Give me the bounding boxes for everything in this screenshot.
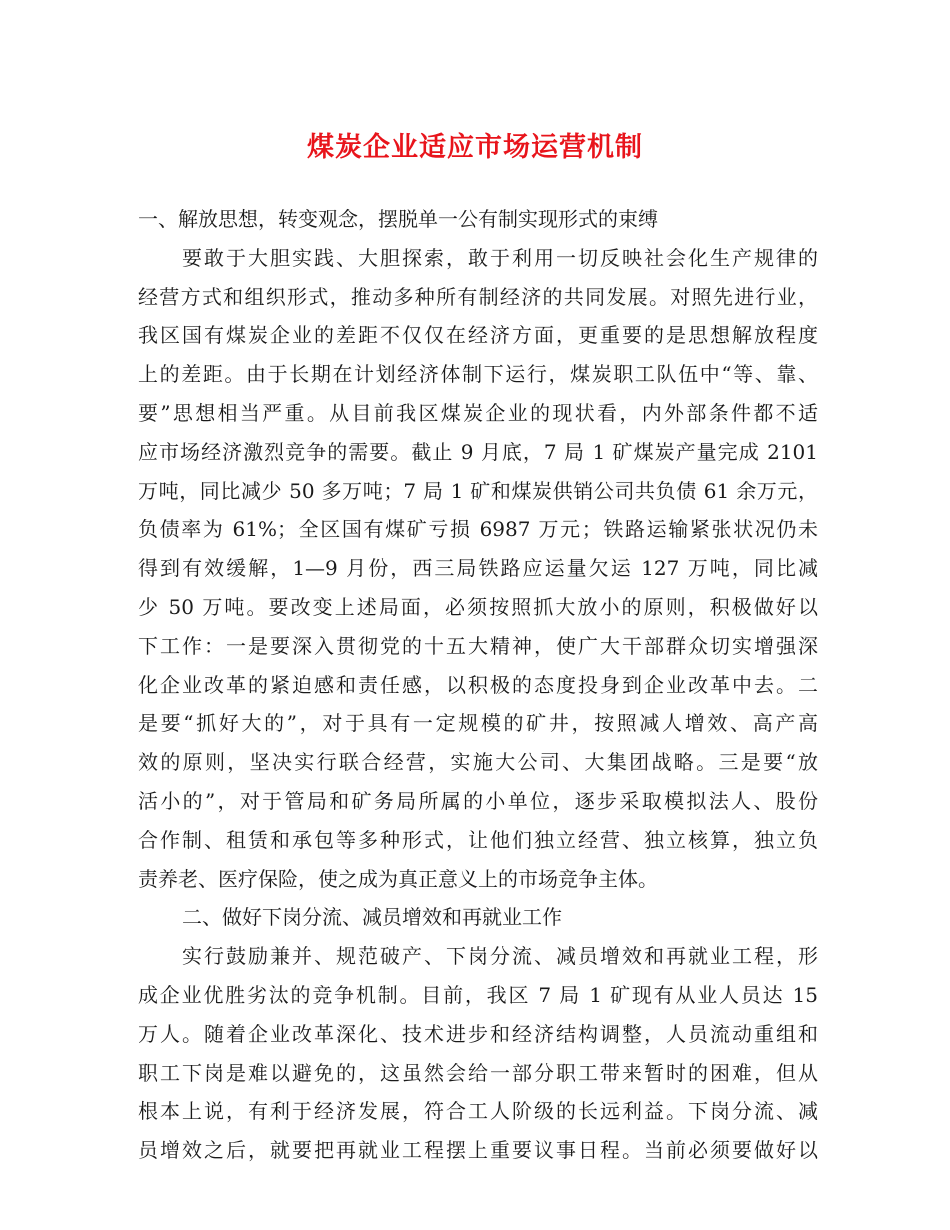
paragraph-line: 我区国有煤炭企业的差距不仅仅在经济方面，更重要的是思想解放程度 — [138, 323, 818, 348]
paragraph-line: 员增效之后，就要把再就业工程摆上重要议事日程。当前必须要做好以 — [138, 1138, 818, 1163]
paragraph-line: 得到有效缓解，1—9 月份，西三局铁路应运量欠运 127 万吨，同比减 — [138, 556, 818, 581]
section-heading-2: 二、做好下岗分流、减员增效和再就业工作 — [182, 905, 562, 930]
paragraph-line: 成企业优胜劣汰的竞争机制。目前，我区 7 局 1 矿现有从业人员达 15 — [138, 982, 818, 1007]
paragraph-line: 职工下岗是难以避免的，这虽然会给一部分职工带来暂时的困难，但从 — [138, 1060, 818, 1085]
paragraph-line: 根本上说，有利于经济发展，符合工人阶级的长远利益。下岗分流、减 — [138, 1099, 818, 1124]
paragraph-line: 责养老、医疗保险，使之成为真正意义上的市场竞争主体。 — [138, 866, 658, 891]
paragraph-line: 要敢于大胆实践、大胆探索，敢于利用一切反映社会化生产规律的 — [182, 245, 818, 270]
paragraph-line: 万人。随着企业改革深化、技术进步和经济结构调整，人员流动重组和 — [138, 1021, 818, 1046]
paragraph-line: 要”思想相当严重。从目前我区煤炭企业的现状看，内外部条件都不适 — [138, 400, 818, 425]
paragraph-line: 是要“抓好大的”，对于具有一定规模的矿井，按照减人增效、高产高 — [138, 711, 818, 736]
document-body — [138, 200, 818, 1170]
section-heading-1: 一、解放思想，转变观念，摆脱单一公有制实现形式的束缚 — [138, 207, 658, 231]
paragraph-line: 应市场经济激烈竞争的需要。截止 9 月底，7 局 1 矿煤炭产量完成 2101 — [138, 439, 818, 464]
paragraph-line: 合作制、租赁和承包等多种形式，让他们独立经营、独立核算，独立负 — [138, 827, 818, 852]
paragraph-line: 上的差距。由于长期在计划经济体制下运行，煤炭职工队伍中“等、靠、 — [138, 362, 818, 387]
paragraph-line: 下工作：一是要深入贯彻党的十五大精神，使广大干部群众切实增强深 — [138, 633, 818, 658]
paragraph-line: 实行鼓励兼并、规范破产、下岗分流、减员增效和再就业工程，形 — [182, 944, 818, 969]
paragraph-line: 万吨，同比减少 50 多万吨；7 局 1 矿和煤炭供销公司共负债 61 余万元， — [138, 478, 818, 503]
document-title: 煤炭企业适应市场运营机制 — [307, 132, 643, 163]
paragraph-line: 活小的”，对于管局和矿务局所属的小单位，逐步采取模拟法人、股份 — [138, 788, 818, 813]
paragraph-line: 负债率为 61%；全区国有煤矿亏损 6987 万元；铁路运输紧张状况仍未 — [138, 517, 818, 542]
paragraph-line: 化企业改革的紧迫感和责任感，以积极的态度投身到企业改革中去。二 — [138, 672, 818, 697]
paragraph-line: 效的原则，坚决实行联合经营，实施大公司、大集团战略。三是要“放 — [138, 750, 818, 775]
paragraph-line: 经营方式和组织形式，推动多种所有制经济的共同发展。对照先进行业， — [138, 284, 818, 309]
paragraph-line: 少 50 万吨。要改变上述局面，必须按照抓大放小的原则，积极做好以 — [138, 594, 818, 619]
